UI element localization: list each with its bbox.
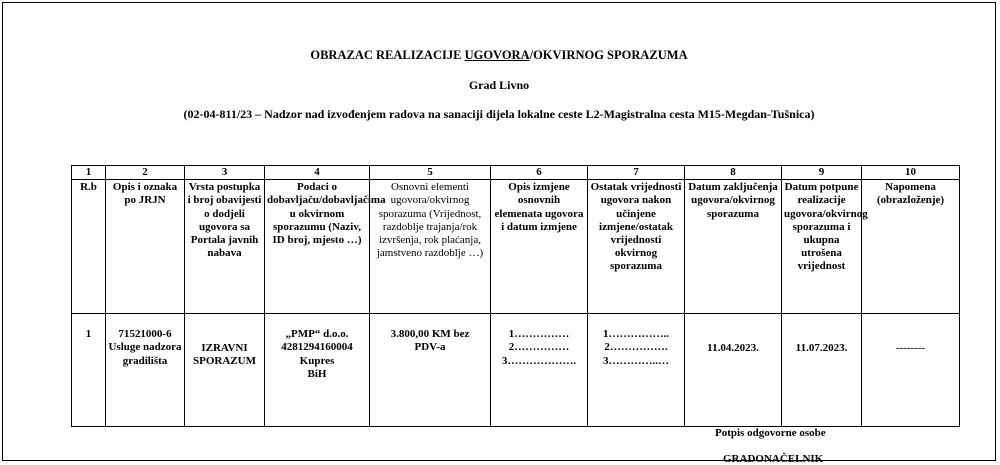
column-header-napomena: Napomena (obrazloženje)	[862, 180, 960, 314]
contract-value: 3.800,00 KM bez	[390, 328, 470, 341]
supplier-id: 4281294160004	[281, 341, 353, 354]
column-number-row	[72, 166, 960, 180]
column-number: 10	[862, 166, 960, 180]
service-description: Usluge nadzora gradilišta	[108, 341, 182, 367]
remainder-line-3: 3…………..…	[603, 354, 669, 367]
column-header-rb: R.b	[72, 180, 106, 314]
cell-rb: 1	[72, 314, 106, 427]
title-underlined-word: UGOVORA	[464, 48, 530, 62]
column-number: 5	[370, 166, 491, 180]
cell-osnovni-elementi	[370, 314, 491, 427]
column-header-ostatak-vrijednosti: Ostatak vrijednosti ugovora nakon učinjene izmjene/ostatak vrijednosti okvirnog sporazuma	[588, 180, 685, 314]
realization-table	[71, 165, 960, 427]
column-number: 8	[685, 166, 782, 180]
cell-dobavljac	[265, 314, 370, 427]
column-number: 2	[106, 166, 185, 180]
document-page	[2, 2, 996, 465]
column-header-osnovni-elementi: Osnovni elementi ugovora/okvirnog sporazuma (Vrijednost, razdoblje trajanja/rok izvršenja, rok plaćanja, jamstveno razdoblje …)	[370, 180, 491, 314]
supplier-country: BiH	[307, 367, 327, 380]
column-number: 7	[588, 166, 685, 180]
column-header-opis: Opis i oznaka po JRJN	[106, 180, 185, 314]
column-number: 3	[185, 166, 265, 180]
change-line-1: 1……………	[508, 328, 570, 341]
table-row	[72, 314, 960, 427]
signature-title: GRADONAČELNIK	[723, 453, 824, 465]
cell-opis-izmjene	[491, 314, 588, 427]
column-header-dobavljac: Podaci o dobavljaču/dobavljačima u okvirnom sporazumu (Naziv, ID broj, mjesto …)	[265, 180, 370, 314]
remainder-line-1: 1……………..	[603, 328, 669, 341]
column-header-vrsta-postupka: Vrsta postupka i broj obavijesti o dodjeli ugovora sa Portala javnih nabava	[185, 180, 265, 314]
signature-label: Potpis odgovorne osobe	[715, 427, 826, 439]
remainder-line-2: 2…………….	[604, 341, 668, 354]
column-header-row	[72, 180, 960, 314]
column-header-opis-izmjene: Opis izmjene osnovnih elemenata ugovora i datum izmjene	[491, 180, 588, 314]
column-number: 6	[491, 166, 588, 180]
document-subtitle: Grad Livno	[468, 78, 530, 92]
document-title: OBRAZAC REALIZACIJE UGOVORA/OKVIRNOG SPORAZUMA	[310, 48, 688, 62]
change-line-3: 3……………….	[501, 354, 577, 367]
column-number: 9	[782, 166, 862, 180]
column-header-datum-zakljucenja: Datum zaključenja ugovora/okvirnog sporazuma	[685, 180, 782, 314]
cell-napomena: --------	[862, 314, 960, 427]
column-number: 4	[265, 166, 370, 180]
contract-value-note: PDV-a	[414, 341, 446, 354]
column-number: 1	[72, 166, 106, 180]
column-header-datum-realizacije: Datum potpune realizacije ugovora/okvirnog sporazuma i ukupna utrošena vrijednost	[782, 180, 862, 314]
cell-vrsta-postupka: IZRAVNI SPORAZUM	[185, 314, 265, 427]
cpv-code: 71521000-6	[118, 328, 172, 341]
change-line-2: 2……………	[508, 341, 570, 354]
cell-ostatak-vrijednosti	[588, 314, 685, 427]
cell-datum-zakljucenja: 11.04.2023.	[685, 314, 782, 427]
document-reference: (02-04-811/23 – Nadzor nad izvođenjem radova na sanaciji dijela lokalne ceste L2-Magistralna cesta M15-Megdan-Tušnica)	[183, 107, 815, 121]
supplier-city: Kupres	[299, 354, 335, 367]
supplier-name: „PMP“ d.o.o.	[285, 328, 349, 341]
cell-datum-realizacije: 11.07.2023.	[782, 314, 862, 427]
cell-opis	[106, 314, 185, 427]
